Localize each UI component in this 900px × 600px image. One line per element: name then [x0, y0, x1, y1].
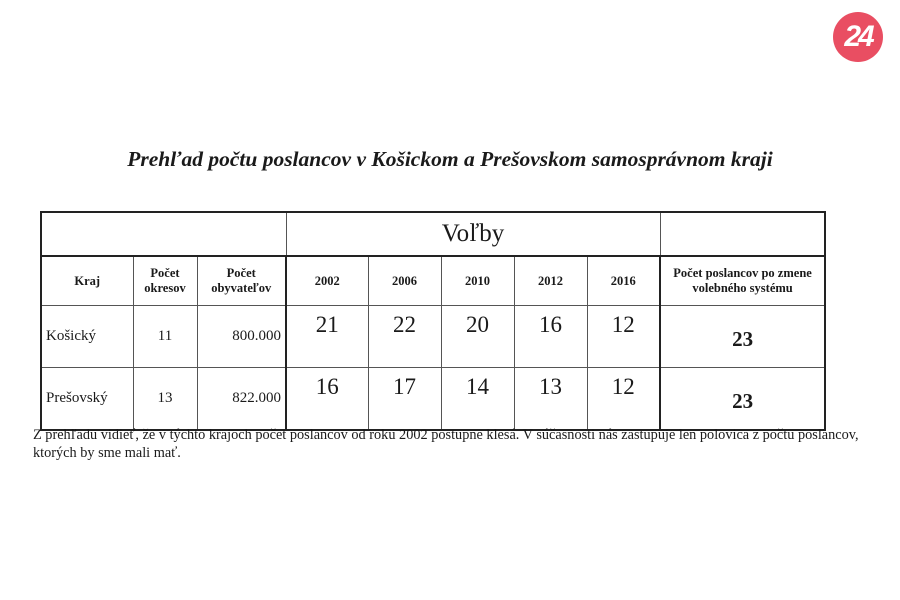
table-row [41, 368, 825, 431]
cell-year-value: 17 [368, 368, 441, 431]
cell-year-value: 20 [441, 306, 514, 368]
header-obyvatelov: Počet obyvateľov [197, 256, 286, 306]
note-paragraph: Z prehľadu vidieť, že v týchto krajoch počet poslancov od roku 2002 postupne klesá. V súčasnosti nás zastupuje len polovica z počtu poslancov, ktorých by sme mali mať. [33, 427, 859, 461]
header-after-change: Počet poslancov po zmene volebného systému [660, 256, 825, 306]
cell-after-change: 23 [660, 306, 825, 368]
cell-obyvatelov: 800.000 [197, 306, 286, 368]
cell-obyvatelov: 822.000 [197, 368, 286, 431]
header-year: 2006 [368, 256, 441, 306]
header-year: 2012 [514, 256, 587, 306]
empty-header-cell [41, 212, 286, 256]
table-row [41, 306, 825, 368]
empty-header-cell-right [660, 212, 825, 256]
cell-after-change: 23 [660, 368, 825, 431]
header-year: 2016 [587, 256, 660, 306]
header-okresov: Počet okresov [133, 256, 197, 306]
cell-year-value: 12 [587, 368, 660, 431]
cell-year-value: 16 [514, 306, 587, 368]
cell-year-value: 12 [587, 306, 660, 368]
cell-okresov: 11 [133, 306, 197, 368]
deputies-table [40, 211, 826, 431]
table-column-header-row [41, 256, 825, 306]
header-kraj: Kraj [41, 256, 133, 306]
cell-year-value: 13 [514, 368, 587, 431]
cell-year-value: 16 [286, 368, 368, 431]
cell-year-value: 21 [286, 306, 368, 368]
page-title: Prehľad počtu poslancov v Košickom a Prešovskom samosprávnom kraji [127, 147, 773, 171]
header-year: 2010 [441, 256, 514, 306]
table-group-header-row [41, 212, 825, 256]
brand-logo [833, 12, 883, 62]
cell-year-value: 22 [368, 306, 441, 368]
header-year: 2002 [286, 256, 368, 306]
logo-text: 24 [844, 20, 872, 53]
cell-kraj: Prešovský [41, 368, 133, 431]
elections-group-header: Voľby [286, 212, 660, 256]
cell-kraj: Košický [41, 306, 133, 368]
cell-year-value: 14 [441, 368, 514, 431]
cell-okresov: 13 [133, 368, 197, 431]
